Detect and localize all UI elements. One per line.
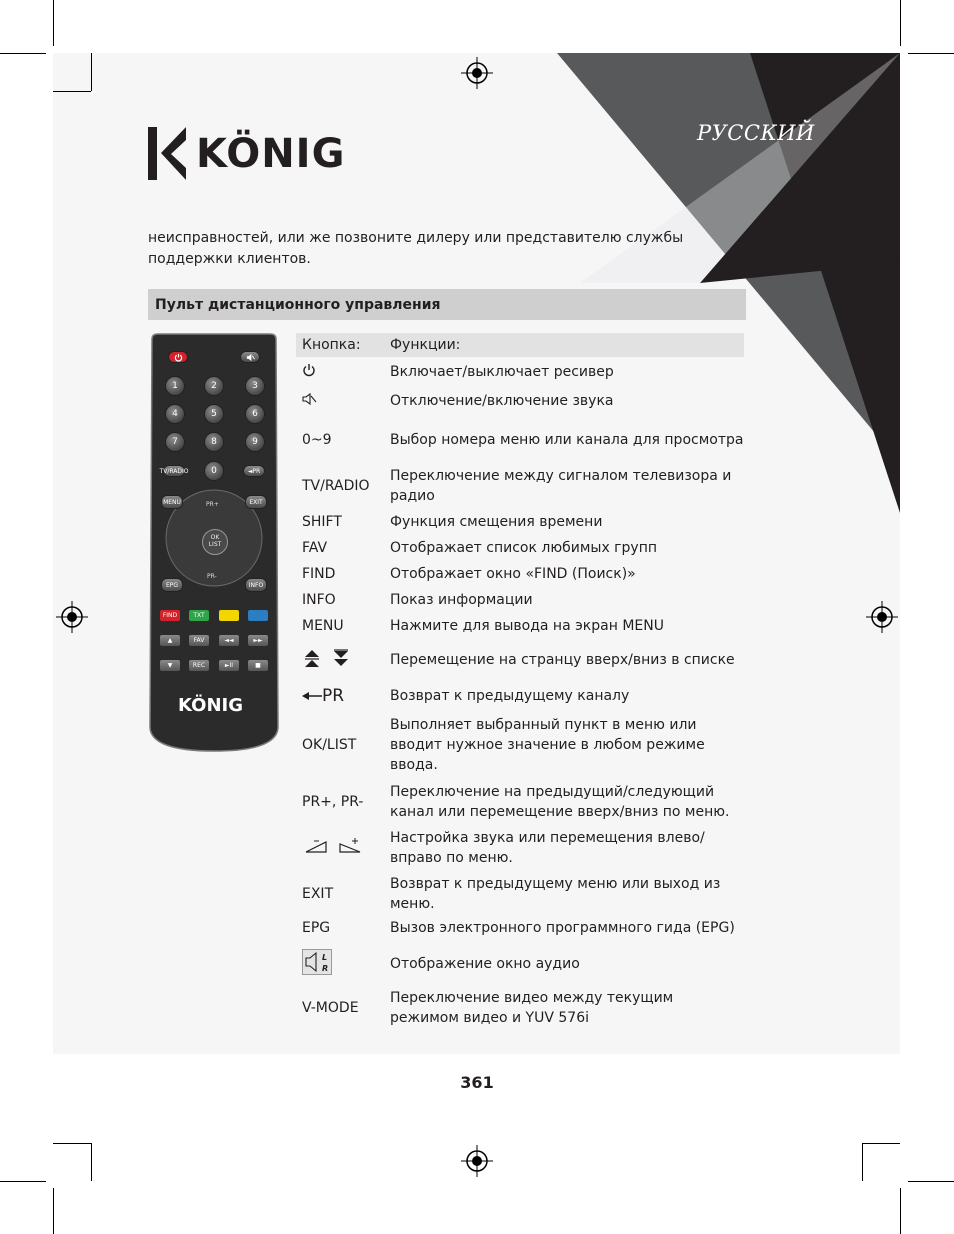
table-row [296, 917, 744, 939]
remote-txt-key: TXT [189, 610, 209, 621]
remote-key-8: 8 [204, 432, 224, 452]
remote-rec-key: REC [189, 660, 209, 671]
remote-find-key: FIND [160, 610, 180, 621]
remote-key-1: 1 [165, 376, 185, 396]
remote-play-pause-key: ►II [219, 660, 239, 671]
remote-exit-key: EXIT [245, 495, 267, 509]
row-function: Отключение/включение звука [390, 393, 614, 409]
table-header [296, 333, 744, 357]
row-function: Выбор номера меню или канала для просмотра [390, 432, 744, 448]
remote-control [148, 333, 280, 753]
remote-mute-button [240, 351, 260, 363]
row-button: EXIT [302, 886, 334, 902]
svg-text:L: L [322, 953, 328, 962]
row-function: Возврат к предыдущему меню или выход из меню. [390, 876, 721, 912]
remote-stop-key: ■ [248, 660, 268, 671]
remote-recall-key: ◄PR [243, 465, 265, 477]
table-row [296, 563, 744, 585]
row-button: PR+, PR- [302, 794, 364, 810]
row-function: Возврат к предыдущему каналу [390, 688, 630, 704]
table-row [296, 589, 744, 611]
remote-ok-label: OK [210, 534, 220, 541]
row-button: OK/LIST [302, 737, 357, 753]
remote-power-button [168, 351, 188, 363]
table-row [296, 537, 744, 559]
remote-fav-key: FAV [189, 635, 209, 646]
remote-pr-plus-label: PR+ [206, 501, 219, 508]
registration-mark-right [866, 601, 898, 633]
remote-info-key: INFO [245, 578, 267, 592]
row-button: TV/RADIO [302, 478, 370, 494]
table-row [296, 387, 744, 415]
power-icon [174, 353, 183, 362]
page-number: 361 [460, 1073, 494, 1092]
registration-mark-top [461, 57, 493, 89]
remote-key-3: 3 [245, 376, 265, 396]
row-button: PR [322, 686, 345, 706]
remote-menu-key: MENU [161, 495, 183, 509]
registration-mark-left [56, 601, 88, 633]
intro-paragraph: неисправностей, или же позвоните дилеру или представителю службы поддержки клиентов. [148, 230, 684, 267]
language-label: РУССКИЙ [697, 121, 815, 145]
table-row [296, 827, 744, 869]
remote-forward-key: ►► [248, 635, 268, 646]
mute-icon [246, 353, 255, 362]
row-button: FAV [302, 540, 328, 556]
audio-icon [302, 949, 332, 975]
header-button: Кнопка: [302, 337, 361, 353]
row-button: FIND [302, 566, 336, 582]
recall-icon [302, 691, 322, 701]
row-button: EPG [302, 920, 331, 936]
row-function: Отображает список любимых групп [390, 540, 658, 556]
remote-audio-key [248, 610, 268, 621]
volume-icon [302, 836, 362, 856]
row-function: Отображение окно аудио [390, 956, 580, 972]
svg-text:R: R [322, 964, 329, 973]
mute-icon [302, 392, 318, 406]
remote-subtitle-key [219, 610, 239, 621]
remote-tvradio-key: TV/RADIO [163, 465, 185, 477]
row-function: Включает/выключает ресивер [390, 364, 614, 380]
table-row [296, 615, 744, 637]
remote-epg-key: EPG [161, 578, 183, 592]
table-row [296, 645, 744, 675]
remote-key-0: 0 [204, 461, 224, 481]
row-function: Настройка звука или перемещения влево/вправо по меню. [390, 830, 705, 866]
row-button: INFO [302, 592, 336, 608]
table-row [296, 987, 744, 1029]
table-row [296, 419, 744, 461]
row-button: V-MODE [302, 1000, 359, 1016]
row-function: Переключение между сигналом телевизора и радио [390, 468, 732, 504]
table-row [296, 714, 744, 776]
remote-page-down-key: ▼ [160, 660, 180, 671]
row-function: Показ информации [390, 592, 533, 608]
remote-pr-minus-label: PR- [207, 573, 217, 580]
table-row [296, 949, 744, 979]
table-row [296, 511, 744, 533]
row-function: Функция смещения времени [390, 514, 603, 530]
konig-logo-text: KÖNIG [196, 131, 346, 177]
remote-key-2: 2 [204, 376, 224, 396]
row-function: Вызов электронного программного гида (EPG) [390, 920, 735, 936]
remote-key-9: 9 [245, 432, 265, 452]
row-function: Переключение на предыдущий/следующий канал или перемещение вверх/вниз по меню. [390, 784, 730, 820]
row-function: Выполняет выбранный пункт в меню или вводит нужное значение в любом режиме ввода. [390, 717, 705, 773]
row-button: MENU [302, 618, 344, 634]
konig-k-mark-icon [148, 127, 188, 180]
remote-key-5: 5 [204, 404, 224, 424]
section-title: Пульт дистанционного управления [155, 297, 441, 313]
row-button: SHIFT [302, 514, 342, 530]
row-function: Перемещение на странцу вверх/вниз в списке [390, 652, 735, 668]
remote-key-7: 7 [165, 432, 185, 452]
table-row [296, 359, 744, 385]
remote-list-label: LIST [208, 541, 222, 548]
remote-logo: KÖNIG [178, 695, 243, 716]
remote-rewind-key: ◄◄ [219, 635, 239, 646]
row-function: Нажмите для вывода на экран MENU [390, 618, 664, 634]
row-function: Переключение видео между текущим режимом видео и YUV 576i [390, 990, 674, 1026]
remote-page-up-key: ▲ [160, 635, 180, 646]
table-row [296, 781, 744, 823]
konig-logo [148, 127, 346, 184]
header-function: Функции: [390, 337, 461, 353]
row-function: Отображает окно «FIND (Поиск)» [390, 566, 636, 582]
power-icon [302, 363, 316, 377]
remote-ok-button [202, 529, 228, 555]
table-row [296, 465, 744, 507]
row-button: 0~9 [302, 432, 332, 448]
remote-key-6: 6 [245, 404, 265, 424]
table-row [296, 873, 744, 915]
table-row [296, 683, 744, 709]
remote-key-4: 4 [165, 404, 185, 424]
page-up-down-icon [302, 648, 358, 668]
registration-mark-bottom [461, 1145, 493, 1177]
